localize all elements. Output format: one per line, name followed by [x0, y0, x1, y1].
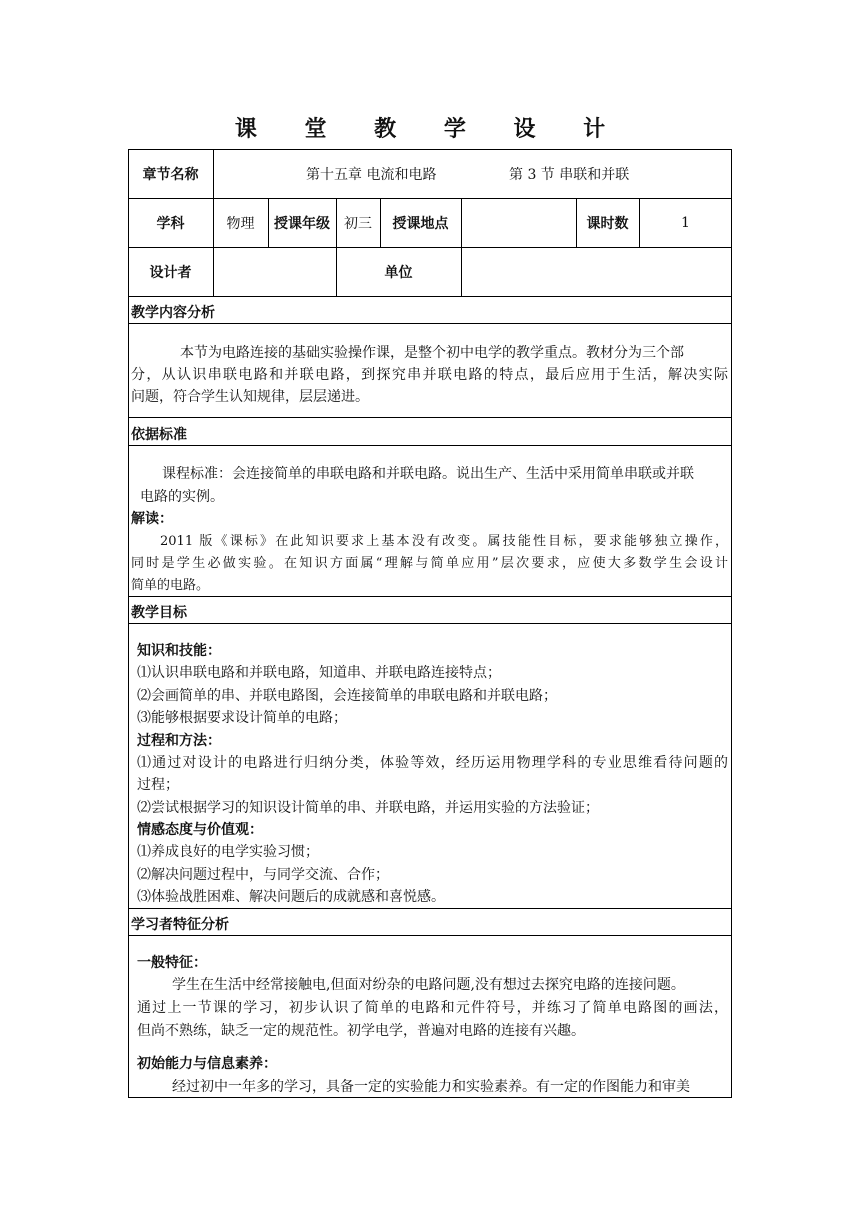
objectives-heading: 教学目标: [131, 605, 187, 621]
emotion-values-title: 情感态度与价值观：: [137, 822, 263, 838]
row-divider: [128, 908, 732, 909]
objective-item: ⑶体验战胜困难、解决问题后的成就感和喜悦感。: [137, 889, 445, 905]
grade-label: 授课年级: [274, 215, 330, 232]
unit-label: 单位: [384, 264, 413, 281]
designer-label: 设计者: [149, 264, 192, 281]
interpretation-line: 同时是学生必做实验。在知识方面属“理解与简单应用”层次要求，应使大多数学生会设计: [131, 556, 728, 571]
objective-item: ⑵尝试根据学习的知识设计简单的串、并联电路，并运用实验的方法验证；: [137, 800, 599, 816]
subject-label: 学科: [156, 215, 185, 232]
learners-heading: 学习者特征分析: [131, 917, 229, 933]
interpretation-line: 2011 版《课标》在此知识要求上基本没有改变。属技能性目标，要求能够独立操作，: [160, 534, 728, 549]
knowledge-skills-title: 知识和技能：: [137, 643, 221, 659]
objective-item: ⑶能够根据要求设计简单的电路；: [137, 710, 347, 726]
objective-item: ⑴养成良好的电学实验习惯；: [137, 844, 319, 860]
row-divider: [128, 935, 732, 936]
designer-value: [213, 247, 336, 296]
content-analysis-line: 问题，符合学生认知规律，层层递进。: [131, 389, 369, 405]
standard-line: 课程标准：会连接简单的串联电路和并联电路。说出生产、生活中采用简单串联或并联: [162, 466, 694, 482]
learners-line: 经过初中一年多的学习，具备一定的实验能力和实验素养。有一定的作图能力和审美: [172, 1079, 690, 1095]
process-methods-title: 过程和方法：: [137, 733, 221, 749]
row-divider: [128, 417, 732, 418]
objective-item: ⑵会画简单的串、并联电路图，会连接简单的串联电路和并联电路；: [137, 688, 557, 704]
content-analysis-line: 本节为电路连接的基础实验操作课，是整个初中电学的教学重点。教材分为三个部: [180, 345, 684, 361]
interpretation-line: 简单的电路。: [131, 578, 210, 593]
objective-item: ⑴通过对设计的电路进行归纳分类，体验等效，经历运用物理学科的专业思维看待问题的: [137, 755, 728, 771]
standard-line: 电路的实例。: [140, 489, 224, 505]
objective-item: ⑴认识串联电路和并联电路，知道串、并联电路连接特点；: [137, 665, 501, 681]
row-divider: [128, 296, 732, 297]
row-divider: [128, 596, 732, 597]
section-name: 第 3 节 串联和并联: [509, 166, 630, 183]
content-analysis-line: 分，从认识串联电路和并联电路，到探究串并联电路的特点，最后应用于生活，解决实际: [131, 367, 728, 383]
learners-line: 通过上一节课的学习，初步认识了简单的电路和元件符号，并练习了简单电路图的画法，: [137, 1000, 728, 1016]
learners-line: 但尚不熟练，缺乏一定的规范性。初学电学，普遍对电路的连接有兴趣。: [137, 1023, 585, 1039]
interpretation-label: 解读：: [131, 511, 173, 527]
row-divider: [128, 323, 732, 324]
subject-value: 物理: [226, 215, 255, 232]
learners-line: 学生在生活中经常接触电,但面对纷杂的电路问题,没有想过去探究电路的连接问题。: [172, 977, 685, 993]
unit-value: [461, 247, 732, 296]
initial-ability-title: 初始能力与信息素养：: [137, 1056, 277, 1072]
row-divider: [128, 623, 732, 624]
chapter-label: 章节名称: [142, 166, 199, 183]
content-analysis-heading: 教学内容分析: [131, 305, 215, 321]
hours-value: 1: [681, 214, 690, 231]
objective-item: ⑵解决问题过程中，与同学交流、合作；: [137, 867, 389, 883]
document-title: 课 堂 教 学 设 计: [234, 117, 626, 142]
grade-value: 初三: [344, 215, 372, 232]
chapter-name: 第十五章 电流和电路: [306, 166, 437, 183]
hours-label: 课时数: [586, 215, 629, 232]
place-label: 授课地点: [392, 215, 449, 232]
objective-item: 过程；: [137, 777, 179, 793]
standard-heading: 依据标准: [131, 427, 187, 443]
place-value: [461, 198, 576, 247]
row-divider: [128, 445, 732, 446]
general-traits-title: 一般特征：: [137, 955, 207, 971]
